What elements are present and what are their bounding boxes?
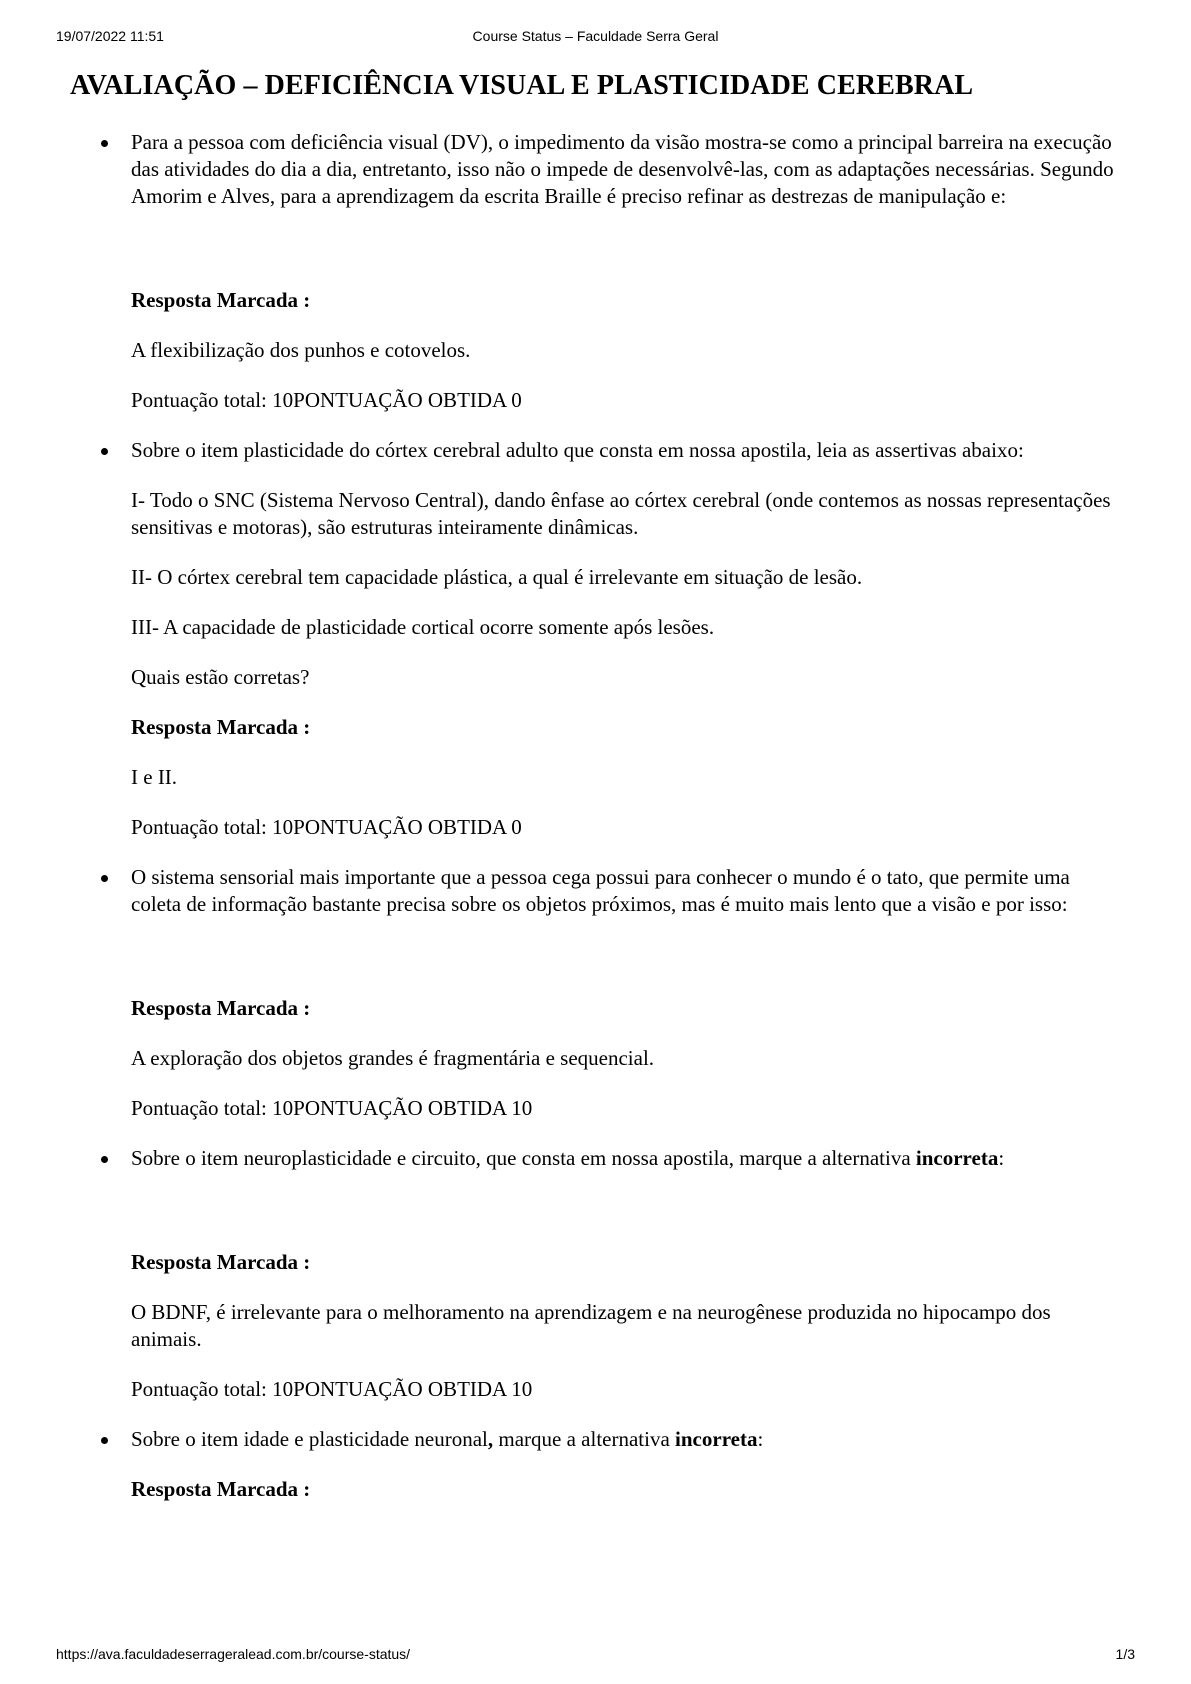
- question-text: Sobre o item plasticidade do córtex cerebral adulto que consta em nossa apostila, leia as assertivas abaixo:: [131, 438, 1024, 462]
- print-footer: [0, 1646, 1191, 1668]
- marked-answer: A flexibilização dos punhos e cotovelos.: [131, 338, 471, 362]
- page-number: 1/3: [1115, 1646, 1135, 1662]
- answer-label: Resposta Marcada :: [131, 288, 311, 312]
- question-5: [0, 1426, 1191, 1503]
- question-text: O sistema sensorial mais importante que a pessoa cega possui para conhecer o mundo é o tato, que permite uma coleta de informação bastante precisa sobre os objetos próximos, mas é muito mais lento que a visão e por isso:: [131, 865, 1070, 916]
- statement-2: II- O córtex cerebral tem capacidade plástica, a qual é irrelevante em situação de lesão.: [131, 565, 863, 589]
- bullet-icon: [101, 875, 108, 882]
- question-1: [0, 129, 1191, 437]
- questions-list: [0, 129, 1191, 1503]
- score-text: Pontuação total: 10PONTUAÇÃO OBTIDA 0: [131, 388, 522, 412]
- score-text: Pontuação total: 10PONTUAÇÃO OBTIDA 10: [131, 1096, 533, 1120]
- page-title: AVALIAÇÃO – DEFICIÊNCIA VISUAL E PLASTICIDADE CEREBRAL: [70, 70, 974, 101]
- answer-label: Resposta Marcada :: [131, 1477, 311, 1501]
- print-datetime: 19/07/2022 11:51: [56, 28, 164, 44]
- question-text: Sobre o item idade e plasticidade neuronal, marque a alternativa incorreta:: [131, 1427, 764, 1451]
- bullet-icon: [101, 1156, 108, 1163]
- statement-1: I- Todo o SNC (Sistema Nervoso Central), dando ênfase ao córtex cerebral (onde contemos as nossas representações sensitivas e motoras), são estruturas inteiramente dinâmicas.: [131, 488, 1111, 539]
- marked-answer: A exploração dos objetos grandes é fragmentária e sequencial.: [131, 1046, 655, 1070]
- emphasis-incorrect: incorreta: [675, 1427, 758, 1451]
- page-url: https://ava.faculdadeserrageralead.com.br/course-status/: [56, 1646, 411, 1662]
- question-3: [0, 864, 1191, 1145]
- marked-answer: I e II.: [131, 765, 178, 789]
- bullet-icon: [101, 140, 108, 147]
- question-text: Para a pessoa com deficiência visual (DV), o impedimento da visão mostra-se como a principal barreira na execução das atividades do dia a dia, entretanto, isso não o impede de desenvolvê-las, com as adaptações necessárias. Segundo Amorim e Alves, para a aprendizagem da escrita Braille é preciso refinar as destrezas de manipulação e:: [131, 130, 1114, 208]
- bullet-icon: [101, 448, 108, 455]
- answer-label: Resposta Marcada :: [131, 715, 311, 739]
- answer-label: Resposta Marcada :: [131, 1250, 311, 1274]
- marked-answer: O BDNF, é irrelevante para o melhoramento na aprendizagem e na neurogênese produzida no hipocampo dos animais.: [131, 1300, 1051, 1351]
- question-2: [0, 437, 1191, 864]
- answer-label: Resposta Marcada :: [131, 996, 311, 1020]
- statement-question: Quais estão corretas?: [131, 665, 310, 689]
- question-4: [0, 1145, 1191, 1426]
- score-text: Pontuação total: 10PONTUAÇÃO OBTIDA 0: [131, 815, 522, 839]
- print-page-title: Course Status – Faculdade Serra Geral: [472, 28, 719, 44]
- emphasis-incorrect: incorreta: [915, 1146, 999, 1170]
- bullet-icon: [101, 1437, 108, 1444]
- print-header: [0, 28, 1191, 50]
- score-text: Pontuação total: 10PONTUAÇÃO OBTIDA 10: [131, 1377, 533, 1401]
- question-text: Sobre o item neuroplasticidade e circuito, que consta em nossa apostila, marque a alternativa incorreta:: [131, 1146, 1005, 1170]
- statement-3: III- A capacidade de plasticidade cortical ocorre somente após lesões.: [131, 615, 715, 639]
